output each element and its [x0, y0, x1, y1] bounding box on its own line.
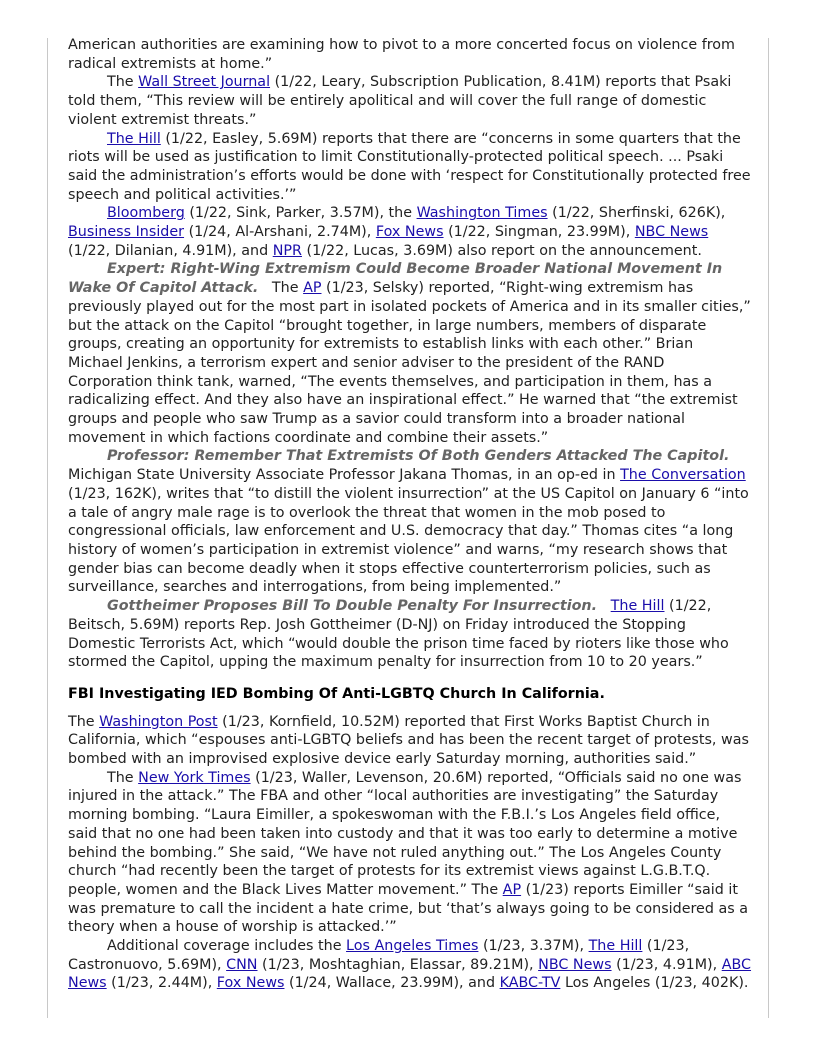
paragraph-wsj: The Wall Street Journal (1/22, Leary, Subscription Publication, 8.41M) reports that Psaki told them, “This review will be entirely apolitical and will cover the full range of domestic violent extremist threats.” — [68, 74, 732, 128]
paragraph-gottheimer: Gottheimer Proposes Bill To Double Penalty For Insurrection. The Hill (1/22, Beitsch, 5.69M) reports Rep. Josh Gottheimer (D-NJ) on Friday introduced the Stopping Domestic Terrorists Act, which “would double the prison time faced by rioters like those who stormed the Capitol, upping the maximum penalty for insurrection from 10 to 20 years.” — [68, 598, 729, 671]
link-the-conversation[interactable]: The Conversation — [620, 467, 746, 484]
link-abc-news[interactable]: ABC News — [68, 956, 752, 992]
paragraph-other-coverage: Bloomberg (1/22, Sink, Parker, 3.57M), the Washington Times (1/22, Sherfinski, 626K), Business Insider (1/24, Al-Arshani, 2.74M), Fox News (1/22, Singman, 23.99M), NBC News (1/22, Dilanian, 4.91M), and NPR (1/22, Lucas, 3.69M) also report on the announcement. — [68, 205, 726, 259]
subheading-right-wing-extremism: Expert: Right-Wing Extremism Could Become Broader National Movement In Wake Of Capitol Attack. — [68, 261, 723, 297]
link-the-hill-2[interactable]: The Hill — [610, 598, 665, 615]
link-new-york-times[interactable]: New York Times — [138, 769, 251, 786]
link-cnn[interactable]: CNN — [226, 956, 258, 973]
link-ap[interactable]: AP — [303, 280, 322, 297]
link-the-hill[interactable]: The Hill — [107, 130, 161, 147]
paragraph-new-york-times: The New York Times (1/23, Waller, Levenson, 20.6M) reported, “Officials said no one was injured in the attack.” The FBA and other “local authorities are investigating” the Saturday morning bombing. “Laura Eimiller, a spokeswoman with the F.B.I.’s Los Angeles field office, said that no one had been taken into custody and that it was too early to determine a motive behind the bombing.” She said, “We have not ruled anything out.” The Los Angeles County church “had recently been the target of protests for its extremist views against L.G.B.T.Q. people, women and the Black Lives Matter movement.” The AP (1/23) reports Eimiller “said it was premature to call the incident a hate crime, but ‘that’s always going to be considered as a theory when a house of worship is attacked.’” — [68, 769, 748, 936]
link-ap-2[interactable]: AP — [502, 881, 522, 898]
paragraph-additional-coverage: Additional coverage includes the Los Angeles Times (1/23, 3.37M), The Hill (1/23, Castronuovo, 5.69M), CNN (1/23, Moshtaghian, Elassar, 89.21M), NBC News (1/23, 4.91M), ABC News (1/23, 2.44M), Fox News (1/24, Wallace, 23.99M), and KABC-TV Los Angeles (1/23, 402K). — [68, 938, 752, 992]
left-margin-rule — [47, 38, 48, 1018]
link-npr[interactable]: NPR — [272, 242, 302, 259]
link-business-insider[interactable]: Business Insider — [68, 224, 185, 241]
link-nbc-news-2[interactable]: NBC News — [538, 956, 612, 973]
paragraph-both-genders: Professor: Remember That Extremists Of Both Genders Attacked The Capitol. Michigan State University Associate Professor Jakana Thomas, in an op-ed in The Conversation (1/23, 162K), writes that “to distill the violent insurrection” at the US Capitol on January 6 “into a tale of angry male rage is to overlook the threat that women in the mob posed to congressional officials, law enforcement and U.S. democracy that day.” Thomas cites “a long history of women’s participation in extremist violence” and warns, “my research shows that gender bias can become deadly when it stops effective counterterrorism policies, such as surveillance, searches and interrogations, from being implemented.” — [68, 448, 749, 596]
link-los-angeles-times[interactable]: Los Angeles Times — [346, 938, 479, 955]
section-headline: FBI Investigating IED Bombing Of Anti-LGBTQ Church In California. — [68, 685, 605, 702]
paragraph-washington-post: The Washington Post (1/23, Kornfield, 10.52M) reported that First Works Baptist Church in California, which “espouses anti-LGBTQ beliefs and has been the recent target of protests, was bombed with an improvised explosive device early Saturday morning, authorities said.” — [68, 713, 749, 768]
link-wall-street-journal[interactable]: Wall Street Journal — [138, 74, 271, 91]
link-the-hill-3[interactable]: The Hill — [588, 938, 643, 955]
link-bloomberg[interactable]: Bloomberg — [107, 205, 185, 222]
link-fox-news[interactable]: Fox News — [375, 224, 444, 241]
paragraph-the-hill: The Hill (1/22, Easley, 5.69M) reports that there are “concerns in some quarters that the riots will be used as justification to limit Constitutionally-protected political speech. ... Psaki said the administration’s efforts would be done with ‘respect for Constitutionally protected free speech and political activities.’” — [68, 130, 751, 203]
subheading-gottheimer: Gottheimer Proposes Bill To Double Penalty For Insurrection. — [107, 598, 598, 615]
link-washington-times[interactable]: Washington Times — [416, 205, 548, 222]
paragraph-right-wing-extremism: Expert: Right-Wing Extremism Could Become Broader National Movement In Wake Of Capitol Attack. The AP (1/23, Selsky) reported, “Right-wing extremism has previously played out for the most part in isolated pockets of America and in its smaller cities,” but the attack on the Capitol “brought together, in large numbers, members of disparate groups, creating an opportunity for extremists to establish links with each other.” Brian Michael Jenkins, a terrorism expert and senior adviser to the president of the RAND Corporation think tank, warned, “The events themselves, and participation in them, has a radicalizing effect. And they also have an inspirational effect.” He warned that “the extremist groups and people who saw Trump as a savior could transform into a broader national movement in which factions coordinate and combine their assets.” — [68, 261, 751, 446]
link-nbc-news[interactable]: NBC News — [634, 224, 709, 241]
right-margin-rule — [768, 38, 769, 1018]
link-fox-news-2[interactable]: Fox News — [216, 975, 285, 992]
link-washington-post[interactable]: Washington Post — [99, 713, 218, 730]
subheading-both-genders: Professor: Remember That Extremists Of Both Genders Attacked The Capitol. — [107, 448, 730, 465]
document-page — [68, 36, 752, 993]
paragraph-continuation: American authorities are examining how to pivot to a more concerted focus on violence from radical extremists at home.” — [68, 37, 735, 72]
link-kabc-tv[interactable]: KABC-TV — [499, 975, 561, 992]
